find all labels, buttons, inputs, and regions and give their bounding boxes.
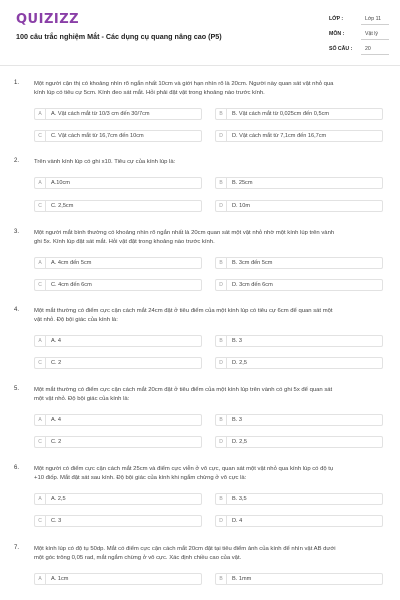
option-text: A. Vật cách mắt từ 10/3 cm đến 30/7cm	[51, 111, 150, 117]
option-d[interactable]	[215, 130, 383, 142]
option-letter: B	[216, 574, 227, 584]
question-line: +10 điốp. Mắt đặt sát sau kính. Độ bội giác của kính khi ngắm chừng ở vô cực là:	[34, 475, 247, 481]
question-text	[34, 158, 390, 167]
option-text: D. 3cm đến 6cm	[232, 282, 273, 288]
option-text: D. 2,5	[232, 360, 247, 366]
option-letter: C	[35, 131, 46, 141]
option-letter: C	[35, 516, 46, 526]
option-text: A. 2,5	[51, 496, 66, 502]
option-a[interactable]	[34, 108, 202, 120]
question-line: một góc trông 0,05 rad, mắt ngắm chừng ở vô cực. Xác định chiều cao của vật.	[34, 555, 242, 561]
question-line: Một người mắt bình thường có khoảng nhìn rõ ngắn nhất là 20cm quan sát một vật nhỏ nhờ một kính lúp trên vành	[34, 230, 335, 236]
option-d[interactable]	[215, 515, 383, 527]
option-letter: A	[35, 415, 46, 425]
option-a[interactable]	[34, 257, 202, 269]
option-text: D. 2,5	[232, 439, 247, 445]
page-title: 100 câu trắc nghiệm Mắt - Các dụng cụ quang nâng cao (P5)	[16, 32, 222, 41]
option-a[interactable]	[34, 177, 202, 189]
option-c[interactable]	[34, 279, 202, 291]
option-text: A. 1cm	[51, 576, 69, 582]
question-text	[34, 465, 390, 483]
question-line: Một mắt thường có điểm cực cận cách mắt 20cm đặt ở tiêu điểm của một kính lúp trên vành có ghi 5x để quan sát	[34, 387, 333, 393]
option-c[interactable]	[34, 436, 202, 448]
option-text: A. 4cm đến 5cm	[51, 260, 92, 266]
meta-subject-label: MÔN :	[329, 31, 345, 37]
option-letter: C	[35, 280, 46, 290]
option-d[interactable]	[215, 200, 383, 212]
question-number: 5.	[14, 386, 20, 392]
option-letter: C	[35, 437, 46, 447]
option-letter: D	[216, 516, 227, 526]
divider	[361, 54, 389, 55]
option-text: D. Vật cách mắt từ 7,1cm đến 16,7cm	[232, 133, 327, 139]
option-letter: C	[35, 358, 46, 368]
option-text: B. 3cm đến 5cm	[232, 260, 273, 266]
option-letter: A	[35, 336, 46, 346]
option-b[interactable]	[215, 493, 383, 505]
question-line: Một mắt thường có điểm cực cận cách mắt 24cm đặt ở tiêu điểm của một kính lúp có tiêu cự 6cm để quan sát một	[34, 308, 333, 314]
option-letter: B	[216, 494, 227, 504]
question-number: 4.	[14, 307, 20, 313]
option-letter: B	[216, 258, 227, 268]
option-letter: D	[216, 201, 227, 211]
meta-class-value: Lớp 11	[365, 16, 381, 22]
question-line: vật nhỏ. Độ bội giác của kính là:	[34, 317, 118, 323]
option-a[interactable]	[34, 335, 202, 347]
option-text: C. 2	[51, 360, 62, 366]
meta-count-label: SỐ CÂU :	[329, 46, 353, 52]
option-c[interactable]	[34, 200, 202, 212]
option-text: C. 2,5cm	[51, 203, 74, 209]
question-number: 6.	[14, 465, 20, 471]
meta-count-value: 20	[365, 46, 371, 52]
question-number: 1.	[14, 80, 20, 86]
option-letter: B	[216, 178, 227, 188]
option-text: C. 3	[51, 518, 62, 524]
meta-subject-value: Vật lý	[365, 31, 378, 37]
option-c[interactable]	[34, 357, 202, 369]
option-a[interactable]	[34, 573, 202, 585]
question-text	[34, 80, 390, 98]
option-text: A. 4	[51, 417, 61, 423]
option-text: A. 4	[51, 338, 61, 344]
question-number: 2.	[14, 158, 20, 164]
worksheet-header	[0, 0, 400, 66]
option-c[interactable]	[34, 130, 202, 142]
question-line: Một người có điểm cực cận cách mắt 25cm và điểm cực viễn ở vô cực, quan sát một vật nhỏ qua kính lúp có độ tụ	[34, 466, 334, 472]
meta-class-label: LỚP :	[329, 16, 344, 22]
option-a[interactable]	[34, 414, 202, 426]
option-d[interactable]	[215, 436, 383, 448]
question-text	[34, 545, 390, 563]
option-d[interactable]	[215, 357, 383, 369]
option-letter: A	[35, 178, 46, 188]
question-line: Một người cận thị có khoảng nhìn rõ ngắn nhất 10cm và giới hạn nhìn rõ là 20cm. Người này quan sát vật nhỏ qua	[34, 81, 334, 87]
question-text	[34, 386, 390, 404]
question-text	[34, 229, 390, 247]
option-letter: A	[35, 258, 46, 268]
option-letter: A	[35, 109, 46, 119]
quizizz-logo: QUIZIZZ	[16, 12, 80, 27]
option-text: B. 25cm	[232, 180, 253, 186]
option-text: D. 4	[232, 518, 243, 524]
option-a[interactable]	[34, 493, 202, 505]
option-b[interactable]	[215, 414, 383, 426]
question-number: 3.	[14, 229, 20, 235]
option-text: B. 3	[232, 417, 242, 423]
question-line: Trên vành kính lúp có ghi x10. Tiêu cự của kính lúp là:	[34, 159, 176, 165]
option-text: C. 4cm đến 6cm	[51, 282, 92, 288]
question-number: 7.	[14, 545, 20, 551]
option-letter: B	[216, 336, 227, 346]
option-b[interactable]	[215, 573, 383, 585]
option-letter: D	[216, 280, 227, 290]
option-b[interactable]	[215, 335, 383, 347]
option-d[interactable]	[215, 279, 383, 291]
question-line: Một kính lúp có độ tụ 50dp. Mắt có điểm cực cận cách mắt 20cm đặt tại tiêu điểm ảnh của kính để nhìn vật AB dưới	[34, 546, 336, 552]
question-line: kính lúp có tiêu cự 5cm. Kính đeo sát mắt. Hỏi phải đặt vật trong khoảng nào trước kính.	[34, 90, 265, 96]
divider	[361, 24, 389, 25]
option-text: C. Vật cách mắt từ 16,7cm đến 10cm	[51, 133, 144, 139]
option-letter: B	[216, 415, 227, 425]
option-text: B. 1mm	[232, 576, 252, 582]
question-text	[34, 307, 390, 325]
option-text: C. 2	[51, 439, 62, 445]
option-letter: C	[35, 201, 46, 211]
option-b[interactable]	[215, 257, 383, 269]
option-text: A.10cm	[51, 180, 70, 186]
question-line: một vật nhỏ. Độ bội giác của kính là:	[34, 396, 130, 402]
option-letter: D	[216, 131, 227, 141]
option-text: B. 3,5	[232, 496, 247, 502]
option-text: B. 3	[232, 338, 242, 344]
option-c[interactable]	[34, 515, 202, 527]
option-letter: A	[35, 574, 46, 584]
option-letter: D	[216, 358, 227, 368]
option-text: D. 10m	[232, 203, 251, 209]
option-letter: D	[216, 437, 227, 447]
divider	[361, 39, 389, 40]
option-b[interactable]	[215, 108, 383, 120]
question-line: ghi 5x. Kính lúp đặt sát mắt. Hỏi vật đặt trong khoảng nào trước kính.	[34, 239, 215, 245]
option-letter: A	[35, 494, 46, 504]
option-letter: B	[216, 109, 227, 119]
option-text: B. Vật cách mắt từ 0,025cm đến 0,5cm	[232, 111, 330, 117]
option-b[interactable]	[215, 177, 383, 189]
